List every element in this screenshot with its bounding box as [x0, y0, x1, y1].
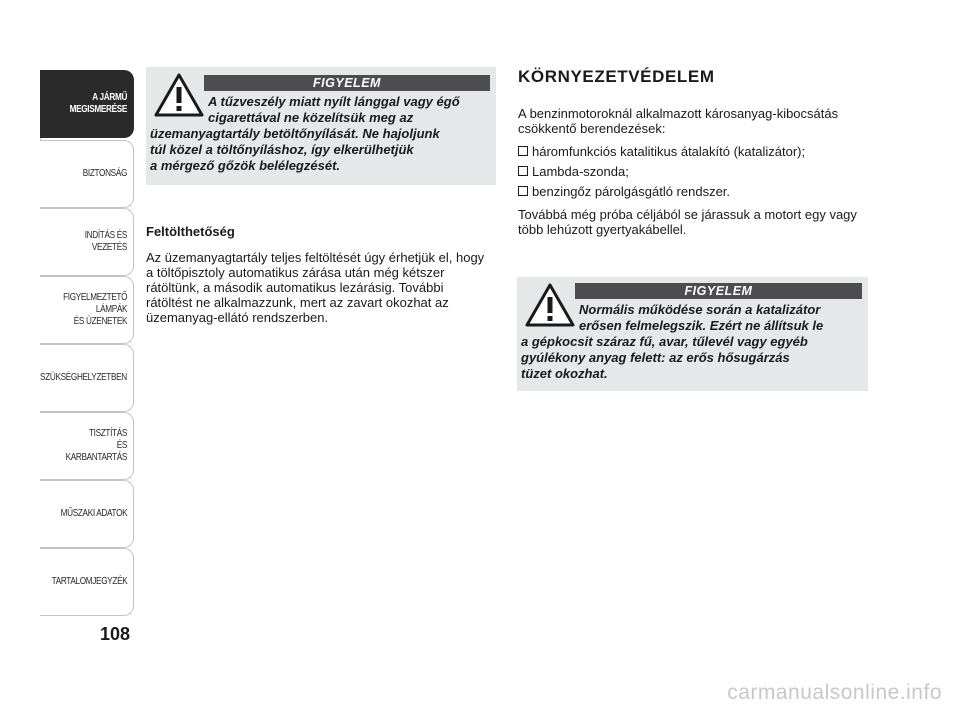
- tab-muszaki-adatok[interactable]: [40, 480, 134, 548]
- list-item-text: Lambda-szonda;: [532, 164, 629, 179]
- list-item: [518, 144, 863, 159]
- page-number: 108: [100, 624, 131, 644]
- warning-title: FIGYELEM: [575, 283, 862, 299]
- warning-line: erősen felmelegszik. Ezért ne állítsuk le: [579, 318, 824, 333]
- checkbox-bullet-icon: [518, 186, 528, 196]
- tab-biztonsag[interactable]: [40, 140, 134, 208]
- checkbox-bullet-icon: [518, 166, 528, 176]
- list-item: [518, 164, 863, 179]
- tab-label: TARTALOMJEGYZÉK: [51, 576, 127, 587]
- warning-line: cigarettával ne közelítsük meg az: [208, 110, 414, 125]
- catalyst-warning-box: [517, 277, 868, 391]
- page-heading: KÖRNYEZETVÉDELEM: [518, 67, 715, 86]
- tab-label: SZÜKSÉGHELYZETBEN: [40, 372, 127, 383]
- list-item-text: benzingőz párolgásgátló rendszer.: [532, 184, 731, 199]
- warning-line: a gépkocsit száraz fű, avar, tűlevél vagy egyéb: [521, 334, 808, 349]
- tab-a-jarmu-megismerese[interactable]: [40, 70, 134, 138]
- tab-label: TISZTÍTÁS ÉS KARBANTARTÁS: [65, 428, 127, 463]
- bullet-list: [518, 144, 863, 204]
- tab-tartalomjegyzek[interactable]: [40, 548, 134, 616]
- warning-line: A tűzveszély miatt nyílt lánggal vagy égő: [208, 94, 460, 109]
- tab-figyelmezteto-lampak[interactable]: [40, 276, 134, 344]
- warning-line: tüzet okozhat.: [521, 366, 608, 381]
- intro-paragraph: A benzinmotoroknál alkalmazott károsanyag-kibocsátás csökkentő berendezések:: [518, 106, 839, 136]
- tab-inditas-es-vezetes[interactable]: [40, 208, 134, 276]
- fuel-paragraph: Az üzemanyagtartály teljes feltöltését úgy érhetjük el, hogy a töltőpisztoly automatikus zárása után még kétszer rátöltünk, a második automatikus lezárásig. További rátöltést ne alkalmazzunk, mert az zavart okozhat az üzemanyag-ellátó rendszerben.: [146, 250, 485, 325]
- warning-line: üzemanyagtartály betöltőnyílását. Ne hajoljunk: [150, 126, 440, 141]
- tab-label: MŰSZAKI ADATOK: [60, 508, 127, 519]
- warning-line: a mérgező gőzök belélegzését.: [150, 158, 341, 173]
- list-item-text: háromfunkciós katalitikus átalakító (katalizátor);: [532, 144, 806, 159]
- fire-warning-box: [146, 67, 496, 185]
- list-item: [518, 184, 863, 199]
- checkbox-bullet-icon: [518, 146, 528, 156]
- warning-line: túl közel a töltőnyíláshoz, így elkerülhetjük: [150, 142, 414, 157]
- tab-label: A JÁRMŰ MEGISMERÉSE: [69, 92, 127, 115]
- warning-line: Normális működése során a katalizátor: [579, 302, 821, 317]
- tab-label: FIGYELMEZTETŐ LÁMPÁK ÉS ÜZENETEK: [62, 292, 127, 327]
- tab-tisztitas-es-karbantartas[interactable]: [40, 412, 134, 480]
- warning-line: gyúlékony anyag felett: az erős hősugárzás: [521, 350, 790, 365]
- warning-text: [521, 302, 866, 382]
- spark-plug-paragraph: Továbbá még próba céljából se járassuk a motort egy vagy több lehúzott gyertyakábellel.: [518, 207, 857, 237]
- tab-szukseghelyzetben[interactable]: [40, 344, 134, 412]
- section-subheading: Feltölthetőség: [146, 224, 235, 239]
- warning-text: [150, 94, 494, 174]
- warning-title: FIGYELEM: [204, 75, 490, 91]
- tab-label: INDÍTÁS ÉS VEZETÉS: [84, 230, 127, 253]
- watermark: carmanualsonline.info: [727, 681, 942, 704]
- tab-label: BIZTONSÁG: [82, 168, 127, 179]
